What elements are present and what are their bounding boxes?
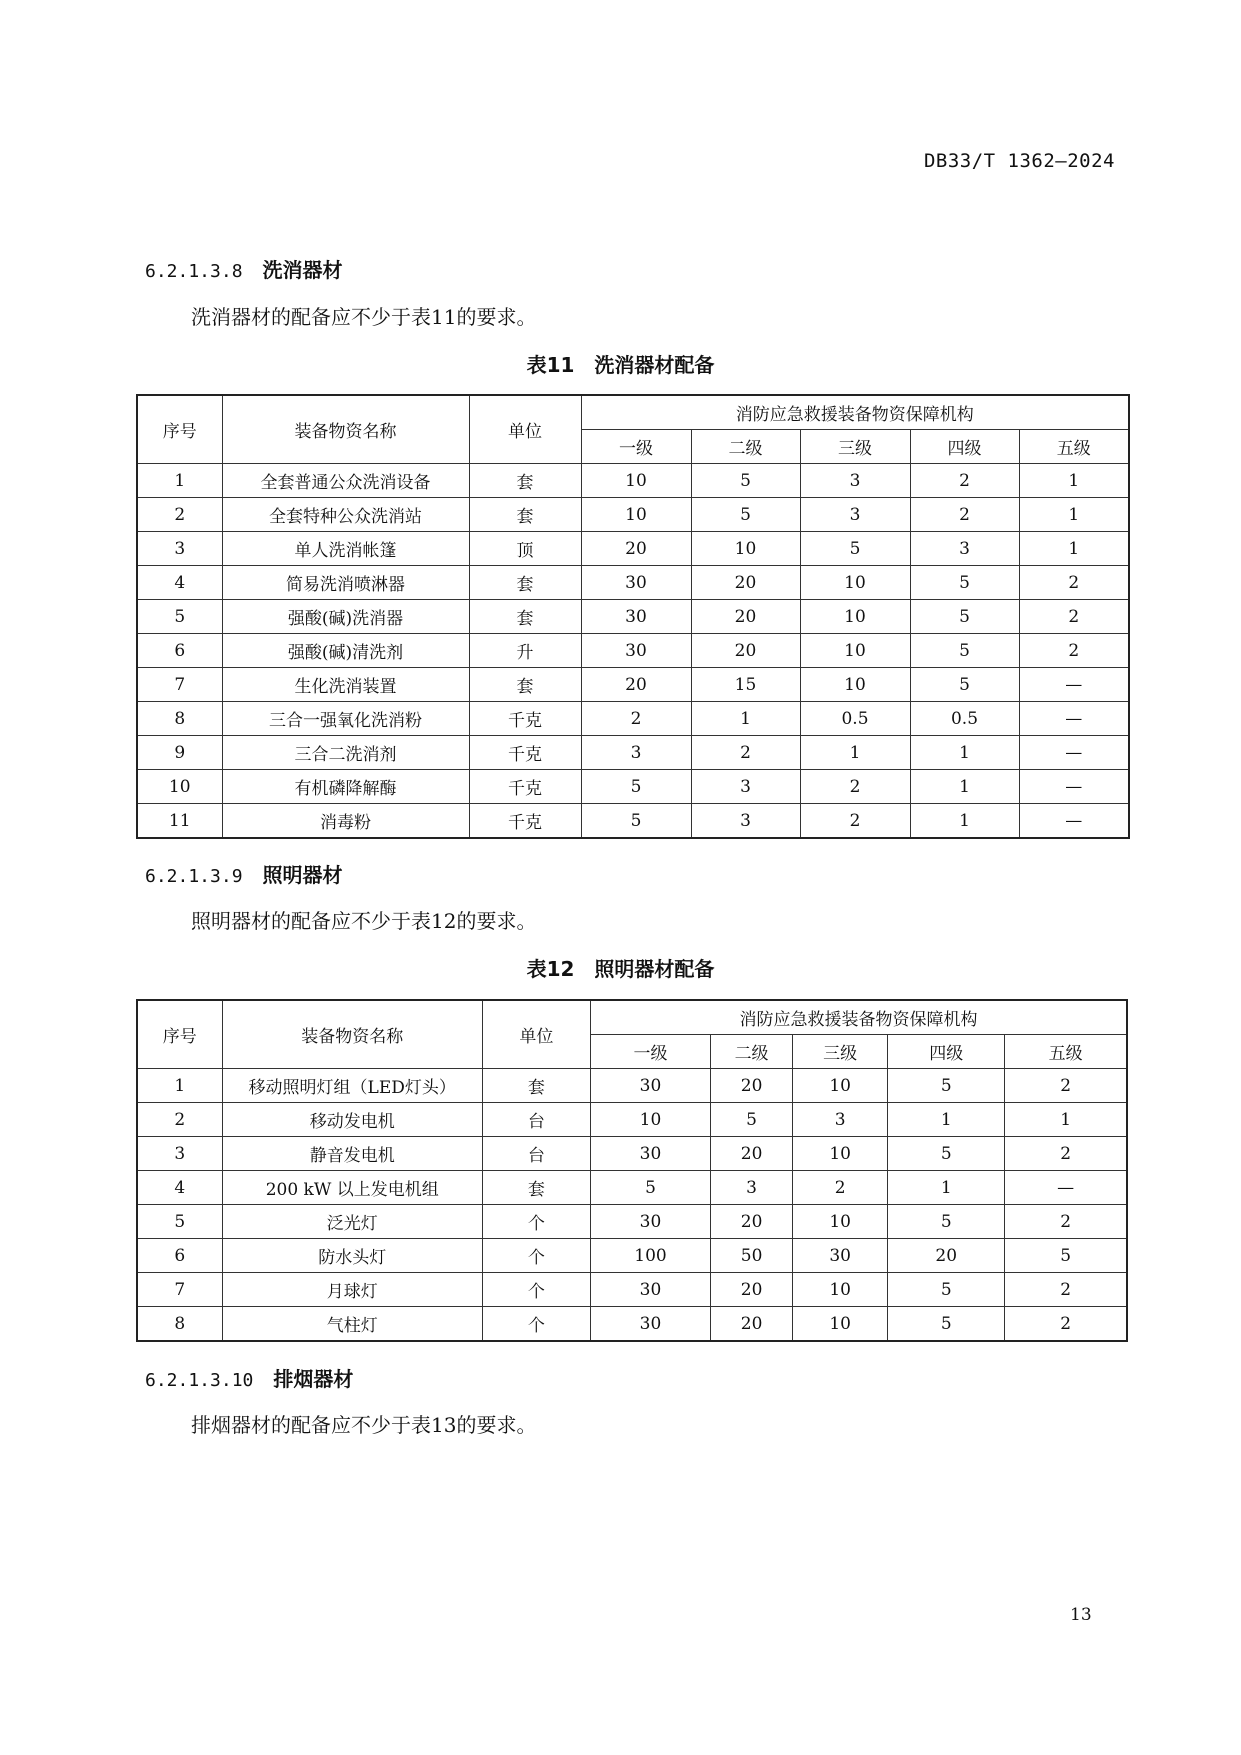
cell-unit: 千克 — [469, 736, 581, 770]
cell-quantity: 0.5 — [800, 702, 910, 736]
cell-seq: 11 — [137, 804, 222, 839]
cell-unit: 套 — [482, 1069, 590, 1103]
document-code: DB33/T 1362—2024 — [923, 150, 1115, 172]
cell-seq: 5 — [137, 1205, 222, 1239]
cell-quantity: 15 — [691, 668, 800, 702]
cell-quantity: 2 — [1019, 600, 1129, 634]
cell-quantity: 5 — [888, 1205, 1005, 1239]
cell-unit: 个 — [482, 1239, 590, 1273]
cell-quantity: 10 — [691, 532, 800, 566]
cell-quantity: 20 — [691, 566, 800, 600]
cell-quantity: 5 — [1005, 1239, 1127, 1273]
header-level: 三级 — [793, 1035, 888, 1069]
table-row — [137, 532, 1129, 566]
cell-quantity: 1 — [1019, 498, 1129, 532]
cell-quantity: 5 — [888, 1273, 1005, 1307]
cell-quantity: 3 — [800, 498, 910, 532]
cell-quantity: 20 — [581, 532, 691, 566]
table-row — [137, 702, 1129, 736]
table-row — [137, 1239, 1127, 1273]
cell-quantity: 2 — [800, 770, 910, 804]
header-level: 二级 — [711, 1035, 793, 1069]
cell-seq: 4 — [137, 1171, 222, 1205]
cell-name: 生化洗消装置 — [222, 668, 469, 702]
cell-name: 防水头灯 — [222, 1239, 482, 1273]
cell-seq: 9 — [137, 736, 222, 770]
section-paragraph: 照明器材的配备应不少于表12的要求。 — [191, 909, 537, 933]
cell-seq: 1 — [137, 464, 222, 498]
cell-unit: 套 — [482, 1171, 590, 1205]
page-number: 13 — [1070, 1605, 1092, 1625]
table-row — [137, 1171, 1127, 1205]
table-row — [137, 770, 1129, 804]
cell-quantity: 5 — [888, 1307, 1005, 1342]
cell-seq: 5 — [137, 600, 222, 634]
cell-quantity: 1 — [910, 804, 1019, 839]
table-number: 表11 — [526, 353, 575, 377]
cell-quantity: 30 — [793, 1239, 888, 1273]
cell-unit: 千克 — [469, 702, 581, 736]
cell-quantity: 2 — [1005, 1307, 1127, 1342]
cell-quantity: 30 — [590, 1307, 710, 1342]
cell-quantity: 20 — [711, 1137, 793, 1171]
cell-unit: 千克 — [469, 804, 581, 839]
header-unit: 单位 — [482, 1000, 590, 1069]
header-level: 五级 — [1019, 430, 1129, 464]
cell-quantity: 2 — [1005, 1137, 1127, 1171]
cell-quantity: 5 — [888, 1069, 1005, 1103]
cell-quantity: 30 — [581, 600, 691, 634]
cell-quantity: 2 — [581, 702, 691, 736]
cell-quantity: 30 — [590, 1205, 710, 1239]
table-row — [137, 498, 1129, 532]
cell-name: 强酸(碱)洗消器 — [222, 600, 469, 634]
table-row — [137, 566, 1129, 600]
table-row — [137, 1137, 1127, 1171]
cell-quantity: 2 — [800, 804, 910, 839]
cell-quantity: 30 — [590, 1273, 710, 1307]
cell-quantity: 3 — [910, 532, 1019, 566]
cell-unit: 个 — [482, 1307, 590, 1342]
cell-quantity: 2 — [910, 464, 1019, 498]
cell-unit: 套 — [469, 566, 581, 600]
section-heading-6-2-1-3-9 — [145, 859, 343, 888]
header-level: 四级 — [888, 1035, 1005, 1069]
cell-quantity: 5 — [910, 566, 1019, 600]
cell-quantity: 5 — [910, 668, 1019, 702]
cell-name: 三合二洗消剂 — [222, 736, 469, 770]
cell-quantity: — — [1019, 770, 1129, 804]
cell-quantity: 30 — [590, 1069, 710, 1103]
cell-quantity: 20 — [691, 600, 800, 634]
cell-name: 移动照明灯组（LED灯头） — [222, 1069, 482, 1103]
cell-unit: 升 — [469, 634, 581, 668]
header-name: 装备物资名称 — [222, 1000, 482, 1069]
cell-unit: 台 — [482, 1137, 590, 1171]
cell-quantity: — — [1019, 736, 1129, 770]
cell-seq: 1 — [137, 1069, 222, 1103]
header-level: 四级 — [910, 430, 1019, 464]
cell-quantity: 50 — [711, 1239, 793, 1273]
table-row — [137, 804, 1129, 839]
cell-seq: 3 — [137, 1137, 222, 1171]
cell-quantity: 5 — [910, 600, 1019, 634]
cell-seq: 7 — [137, 668, 222, 702]
header-level: 一级 — [590, 1035, 710, 1069]
cell-quantity: 5 — [888, 1137, 1005, 1171]
header-name: 装备物资名称 — [222, 395, 469, 464]
cell-name: 静音发电机 — [222, 1137, 482, 1171]
cell-name: 泛光灯 — [222, 1205, 482, 1239]
table-row — [137, 1273, 1127, 1307]
cell-quantity: 1 — [1005, 1103, 1127, 1137]
section-heading-6-2-1-3-10 — [145, 1363, 353, 1392]
cell-quantity: 1 — [1019, 464, 1129, 498]
cell-name: 月球灯 — [222, 1273, 482, 1307]
cell-name: 全套普通公众洗消设备 — [222, 464, 469, 498]
cell-quantity: 30 — [590, 1137, 710, 1171]
cell-quantity: 3 — [800, 464, 910, 498]
section-heading-6-2-1-3-8 — [145, 254, 343, 283]
cell-name: 有机磷降解酶 — [222, 770, 469, 804]
header-group: 消防应急救援装备物资保障机构 — [581, 395, 1129, 430]
header-unit: 单位 — [469, 395, 581, 464]
cell-quantity: 0.5 — [910, 702, 1019, 736]
cell-quantity: 10 — [793, 1307, 888, 1342]
table-row — [137, 1069, 1127, 1103]
cell-quantity: 1 — [888, 1103, 1005, 1137]
section-number: 6.2.1.3.10 — [145, 1370, 254, 1391]
table-row — [137, 736, 1129, 770]
cell-quantity: 3 — [691, 770, 800, 804]
cell-quantity: 2 — [910, 498, 1019, 532]
cell-quantity: 2 — [793, 1171, 888, 1205]
header-seq: 序号 — [137, 1000, 222, 1069]
table-caption — [0, 349, 1241, 378]
header-level: 一级 — [581, 430, 691, 464]
cell-unit: 顶 — [469, 532, 581, 566]
cell-name: 简易洗消喷淋器 — [222, 566, 469, 600]
cell-quantity: 3 — [793, 1103, 888, 1137]
cell-name: 单人洗消帐篷 — [222, 532, 469, 566]
cell-quantity: 30 — [581, 566, 691, 600]
cell-quantity: 2 — [1005, 1205, 1127, 1239]
cell-seq: 10 — [137, 770, 222, 804]
cell-quantity: 20 — [581, 668, 691, 702]
cell-unit: 个 — [482, 1273, 590, 1307]
cell-quantity: 2 — [1019, 566, 1129, 600]
table-title: 洗消器材配备 — [594, 353, 715, 377]
decontamination-table — [136, 394, 1130, 839]
lighting-table — [136, 999, 1128, 1342]
cell-unit: 台 — [482, 1103, 590, 1137]
cell-quantity: 3 — [581, 736, 691, 770]
cell-quantity: — — [1019, 668, 1129, 702]
header-seq: 序号 — [137, 395, 222, 464]
cell-name: 200 kW 以上发电机组 — [222, 1171, 482, 1205]
cell-unit: 千克 — [469, 770, 581, 804]
cell-quantity: 5 — [691, 464, 800, 498]
cell-name: 移动发电机 — [222, 1103, 482, 1137]
cell-quantity: 5 — [711, 1103, 793, 1137]
cell-quantity: 5 — [581, 770, 691, 804]
cell-quantity: 5 — [581, 804, 691, 839]
cell-name: 气柱灯 — [222, 1307, 482, 1342]
table-row — [137, 1307, 1127, 1342]
cell-quantity: — — [1005, 1171, 1127, 1205]
cell-quantity: 10 — [793, 1069, 888, 1103]
table-number: 表12 — [526, 957, 575, 981]
cell-quantity: 20 — [711, 1205, 793, 1239]
section-paragraph: 排烟器材的配备应不少于表13的要求。 — [191, 1413, 537, 1437]
header-level: 五级 — [1005, 1035, 1127, 1069]
table-row — [137, 464, 1129, 498]
cell-quantity: 10 — [581, 464, 691, 498]
table-row — [137, 1205, 1127, 1239]
cell-quantity: 30 — [581, 634, 691, 668]
cell-quantity: 2 — [1005, 1273, 1127, 1307]
cell-unit: 个 — [482, 1205, 590, 1239]
cell-quantity: 20 — [711, 1307, 793, 1342]
cell-quantity: 1 — [888, 1171, 1005, 1205]
cell-quantity: 2 — [1019, 634, 1129, 668]
cell-seq: 8 — [137, 702, 222, 736]
table-caption — [0, 953, 1241, 982]
cell-quantity: 100 — [590, 1239, 710, 1273]
cell-seq: 6 — [137, 1239, 222, 1273]
cell-name: 消毒粉 — [222, 804, 469, 839]
cell-quantity: 1 — [691, 702, 800, 736]
cell-quantity: 10 — [800, 634, 910, 668]
cell-seq: 7 — [137, 1273, 222, 1307]
table-row — [137, 1103, 1127, 1137]
cell-unit: 套 — [469, 668, 581, 702]
cell-name: 全套特种公众洗消站 — [222, 498, 469, 532]
cell-quantity: 5 — [691, 498, 800, 532]
cell-seq: 8 — [137, 1307, 222, 1342]
cell-unit: 套 — [469, 498, 581, 532]
section-number: 6.2.1.3.8 — [145, 261, 243, 282]
cell-quantity: 3 — [691, 804, 800, 839]
cell-quantity: 10 — [590, 1103, 710, 1137]
section-paragraph: 洗消器材的配备应不少于表11的要求。 — [191, 305, 537, 329]
cell-seq: 3 — [137, 532, 222, 566]
cell-seq: 2 — [137, 1103, 222, 1137]
cell-quantity: 5 — [910, 634, 1019, 668]
cell-quantity: 20 — [711, 1069, 793, 1103]
cell-quantity: 1 — [1019, 532, 1129, 566]
cell-seq: 6 — [137, 634, 222, 668]
cell-seq: 4 — [137, 566, 222, 600]
cell-quantity: 20 — [691, 634, 800, 668]
cell-quantity: 2 — [1005, 1069, 1127, 1103]
cell-quantity: — — [1019, 702, 1129, 736]
cell-quantity: 2 — [691, 736, 800, 770]
cell-unit: 套 — [469, 600, 581, 634]
cell-quantity: 1 — [910, 770, 1019, 804]
cell-quantity: 1 — [910, 736, 1019, 770]
section-number: 6.2.1.3.9 — [145, 866, 243, 887]
cell-quantity: 10 — [800, 566, 910, 600]
table-row — [137, 600, 1129, 634]
header-level: 二级 — [691, 430, 800, 464]
cell-quantity: 20 — [711, 1273, 793, 1307]
cell-quantity: 10 — [793, 1137, 888, 1171]
cell-name: 强酸(碱)清洗剂 — [222, 634, 469, 668]
cell-quantity: 5 — [590, 1171, 710, 1205]
cell-seq: 2 — [137, 498, 222, 532]
cell-quantity: 10 — [793, 1205, 888, 1239]
section-title: 照明器材 — [262, 863, 343, 887]
cell-quantity: 3 — [711, 1171, 793, 1205]
cell-quantity: 10 — [800, 600, 910, 634]
table-row — [137, 668, 1129, 702]
cell-quantity: 10 — [800, 668, 910, 702]
cell-quantity: 5 — [800, 532, 910, 566]
header-level: 三级 — [800, 430, 910, 464]
cell-unit: 套 — [469, 464, 581, 498]
header-group: 消防应急救援装备物资保障机构 — [590, 1000, 1127, 1035]
cell-quantity: — — [1019, 804, 1129, 839]
cell-quantity: 10 — [581, 498, 691, 532]
table-row — [137, 634, 1129, 668]
table-title: 照明器材配备 — [594, 957, 715, 981]
cell-quantity: 1 — [800, 736, 910, 770]
cell-quantity: 10 — [793, 1273, 888, 1307]
section-title: 排烟器材 — [273, 1367, 354, 1391]
cell-name: 三合一强氧化洗消粉 — [222, 702, 469, 736]
section-title: 洗消器材 — [262, 258, 343, 282]
cell-quantity: 20 — [888, 1239, 1005, 1273]
